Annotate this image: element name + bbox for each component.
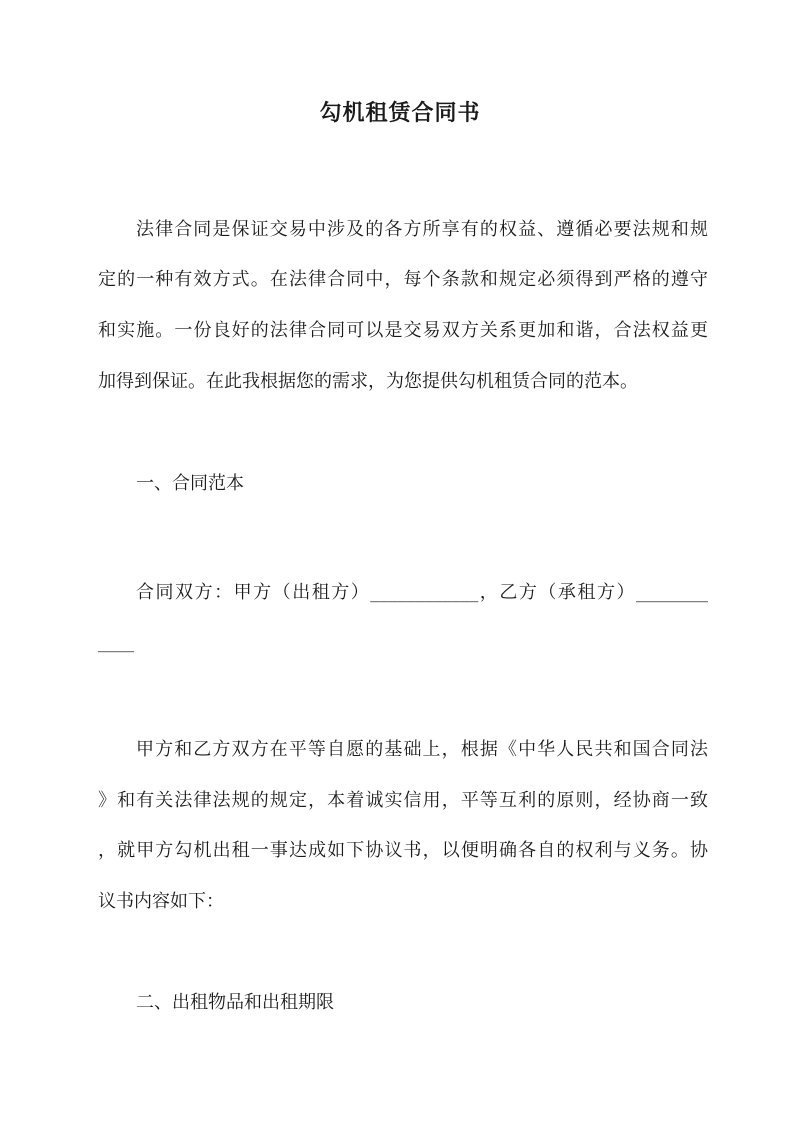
intro-line-4: 加得到保证。在此我根据您的需求，为您提供勾机租赁合同的范本。 [98, 371, 638, 392]
agreement-line-3: ，就甲方勾机出租一事达成如下协议书，以便明确各自的权利与义务。协 [98, 840, 708, 861]
document-title: 勾机租赁合同书 [319, 100, 481, 126]
agreement-line-4: 议书内容如下： [98, 891, 224, 912]
agreement-line-2: 》和有关法律法规的规定，本着诚实信用，平等互利的原则，经协商一致 [98, 790, 708, 811]
intro-line-3: 和实施。一份良好的法律合同可以是交易双方关系更加和谐，合法权益更 [98, 320, 708, 341]
agreement-line-1: 甲方和乙方双方在平等自愿的基础上，根据《中华人民共和国合同法 [136, 739, 708, 760]
parties-line-2: ____ [98, 632, 134, 653]
parties-line-1: 合同双方：甲方（出租方）____________，乙方（承租方）________ [136, 582, 708, 603]
section2-heading: 二、出租物品和出租期限 [136, 992, 334, 1013]
intro-line-2: 定的一种有效方式。在法律合同中，每个条款和规定必须得到严格的遵守 [98, 269, 708, 290]
section1-heading: 一、合同范本 [136, 473, 244, 494]
intro-line-1: 法律合同是保证交易中涉及的各方所享有的权益、遵循必要法规和规 [136, 219, 708, 240]
